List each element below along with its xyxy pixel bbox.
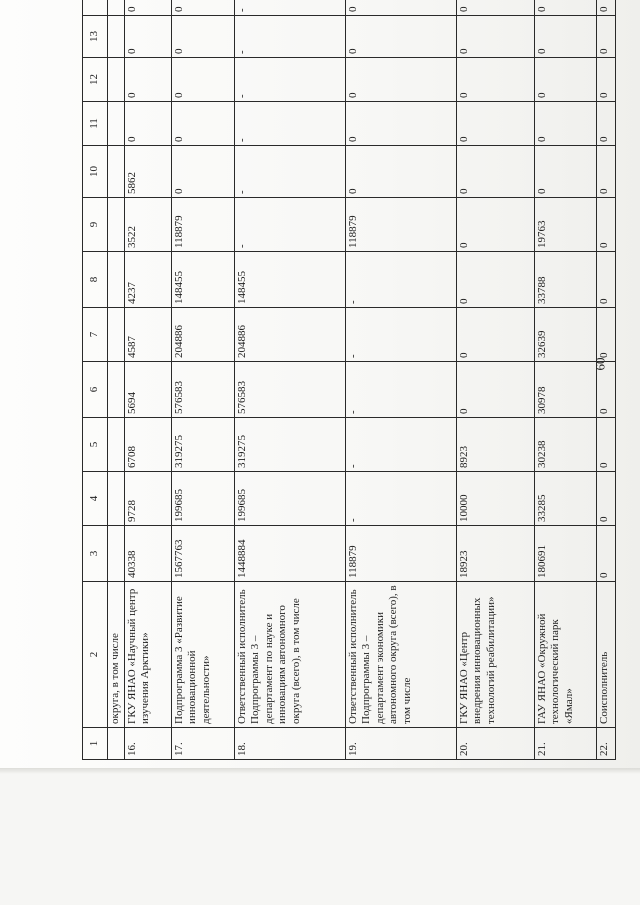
row-number: 16. (125, 728, 172, 760)
value-cell (107, 16, 125, 58)
value-cell: 6708 (125, 418, 172, 472)
value-cell: 576583 (172, 362, 235, 418)
value-cell: 0 (172, 102, 235, 146)
value-cell: 0 (456, 362, 534, 418)
value-cell (107, 198, 125, 252)
column-header: 1 (83, 728, 108, 760)
value-cell: 5694 (125, 362, 172, 418)
value-cell (107, 0, 125, 16)
value-cell: 0 (345, 102, 456, 146)
row-name: Ответственный исполнитель Подпрограммы 3 – департамент по науке и инновациям автономного округа (всего), в том числе (234, 582, 345, 728)
column-header: 10 (83, 146, 108, 198)
column-header: 5 (83, 418, 108, 472)
value-cell: 0 (596, 362, 615, 418)
table-row (456, 0, 534, 760)
value-cell: 40338 (125, 526, 172, 582)
value-cell: 0 (596, 418, 615, 472)
value-cell: 3522 (125, 198, 172, 252)
value-cell: 0 (125, 0, 172, 16)
value-cell: 0 (172, 16, 235, 58)
column-header: 11 (83, 102, 108, 146)
value-cell: 0 (456, 198, 534, 252)
value-cell: - (345, 252, 456, 308)
value-cell: 0 (172, 58, 235, 102)
rotated-table-area (82, 6, 616, 760)
value-cell (107, 146, 125, 198)
value-cell: 0 (596, 526, 615, 582)
value-cell (107, 526, 125, 582)
value-cell: - (234, 16, 345, 58)
row-number: 20. (456, 728, 534, 760)
header-row (83, 0, 108, 760)
column-header: 12 (83, 58, 108, 102)
value-cell: - (234, 0, 345, 16)
row-number: 21. (534, 728, 596, 760)
value-cell: 0 (456, 146, 534, 198)
value-cell: 8923 (456, 418, 534, 472)
rotated-table-wrapper (82, 6, 616, 760)
value-cell: 0 (125, 58, 172, 102)
value-cell: 10000 (456, 472, 534, 526)
column-header: 9 (83, 198, 108, 252)
value-cell: 0 (596, 146, 615, 198)
value-cell: 0 (596, 472, 615, 526)
value-cell: 33285 (534, 472, 596, 526)
table-row (172, 0, 235, 760)
column-header: 3 (83, 526, 108, 582)
table-row (234, 0, 345, 760)
table-row (125, 0, 172, 760)
row-name: округа, в том числе (107, 582, 125, 728)
value-cell: 0 (456, 58, 534, 102)
value-cell: 0 (345, 16, 456, 58)
value-cell: 148455 (234, 252, 345, 308)
value-cell: - (234, 198, 345, 252)
value-cell: 0 (172, 0, 235, 16)
value-cell: 0 (534, 102, 596, 146)
value-cell: 33788 (534, 252, 596, 308)
value-cell: 118879 (345, 198, 456, 252)
value-cell: 0 (596, 0, 615, 16)
value-cell: 319275 (172, 418, 235, 472)
row-number: 18. (234, 728, 345, 760)
value-cell: 5862 (125, 146, 172, 198)
page-number: 60 (592, 357, 608, 371)
value-cell (107, 362, 125, 418)
row-number: 17. (172, 728, 235, 760)
value-cell: 0 (456, 102, 534, 146)
value-cell: - (345, 472, 456, 526)
value-cell: 0 (596, 16, 615, 58)
value-cell: 0 (596, 252, 615, 308)
row-name: ГКУ ЯНАО «Научный центр изучения Арктики» (125, 582, 172, 728)
column-header: 8 (83, 252, 108, 308)
value-cell: 0 (534, 16, 596, 58)
column-header: 6 (83, 362, 108, 418)
row-name: Соисполнитель (596, 582, 615, 728)
value-cell: 19763 (534, 198, 596, 252)
value-cell: 0 (456, 16, 534, 58)
value-cell: 0 (456, 252, 534, 308)
value-cell: 0 (534, 58, 596, 102)
value-cell (107, 102, 125, 146)
row-name: Подпрограмма 3 «Развитие инновационной деятельности» (172, 582, 235, 728)
value-cell: - (345, 308, 456, 362)
value-cell: 0 (456, 308, 534, 362)
value-cell: 0 (345, 146, 456, 198)
value-cell: 118879 (172, 198, 235, 252)
value-cell: 0 (596, 308, 615, 362)
value-cell: 0 (596, 102, 615, 146)
value-cell: 199685 (172, 472, 235, 526)
row-number: 19. (345, 728, 456, 760)
value-cell: - (234, 58, 345, 102)
value-cell: 0 (534, 0, 596, 16)
row-name: Ответственный исполнитель Подпрограммы 3 – департамент экономики автономного округа (всего), в том числе (345, 582, 456, 728)
column-header: 4 (83, 472, 108, 526)
value-cell: 576583 (234, 362, 345, 418)
value-cell: - (345, 362, 456, 418)
value-cell: 30978 (534, 362, 596, 418)
row-number (107, 728, 125, 760)
value-cell: 32639 (534, 308, 596, 362)
value-cell: 118879 (345, 526, 456, 582)
value-cell: 0 (345, 0, 456, 16)
row-name: ГКУ ЯНАО «Центр внедрения инновационных технологий реабилитации» (456, 582, 534, 728)
value-cell (107, 308, 125, 362)
value-cell: 148455 (172, 252, 235, 308)
row-name: ГАУ ЯНАО «Окружной технологический парк «Ямал» (534, 582, 596, 728)
value-cell: 180691 (534, 526, 596, 582)
value-cell: 0 (345, 58, 456, 102)
column-header: 7 (83, 308, 108, 362)
value-cell: 18923 (456, 526, 534, 582)
value-cell (107, 418, 125, 472)
table-row (596, 0, 615, 760)
value-cell: 204886 (234, 308, 345, 362)
column-header: 2 (83, 582, 108, 728)
value-cell: 0 (125, 16, 172, 58)
value-cell: 0 (596, 58, 615, 102)
value-cell: 30238 (534, 418, 596, 472)
value-cell (107, 472, 125, 526)
value-cell (107, 252, 125, 308)
value-cell: 319275 (234, 418, 345, 472)
value-cell (107, 58, 125, 102)
value-cell: - (345, 418, 456, 472)
value-cell: 199685 (234, 472, 345, 526)
column-header: 13 (83, 16, 108, 58)
value-cell: 0 (172, 146, 235, 198)
value-cell: 204886 (172, 308, 235, 362)
funding-table (82, 0, 616, 760)
table-row (107, 0, 125, 760)
value-cell: - (234, 102, 345, 146)
row-number: 22. (596, 728, 615, 760)
value-cell: 0 (534, 146, 596, 198)
value-cell: 1448884 (234, 526, 345, 582)
value-cell: 1567763 (172, 526, 235, 582)
table-row (345, 0, 456, 760)
value-cell: - (234, 146, 345, 198)
scan-edge-shadow (0, 768, 640, 774)
value-cell: 9728 (125, 472, 172, 526)
column-header (83, 0, 108, 16)
table-row (534, 0, 596, 760)
value-cell: 4587 (125, 308, 172, 362)
value-cell: 0 (596, 198, 615, 252)
value-cell: 4237 (125, 252, 172, 308)
value-cell: 0 (125, 102, 172, 146)
value-cell: 0 (456, 0, 534, 16)
